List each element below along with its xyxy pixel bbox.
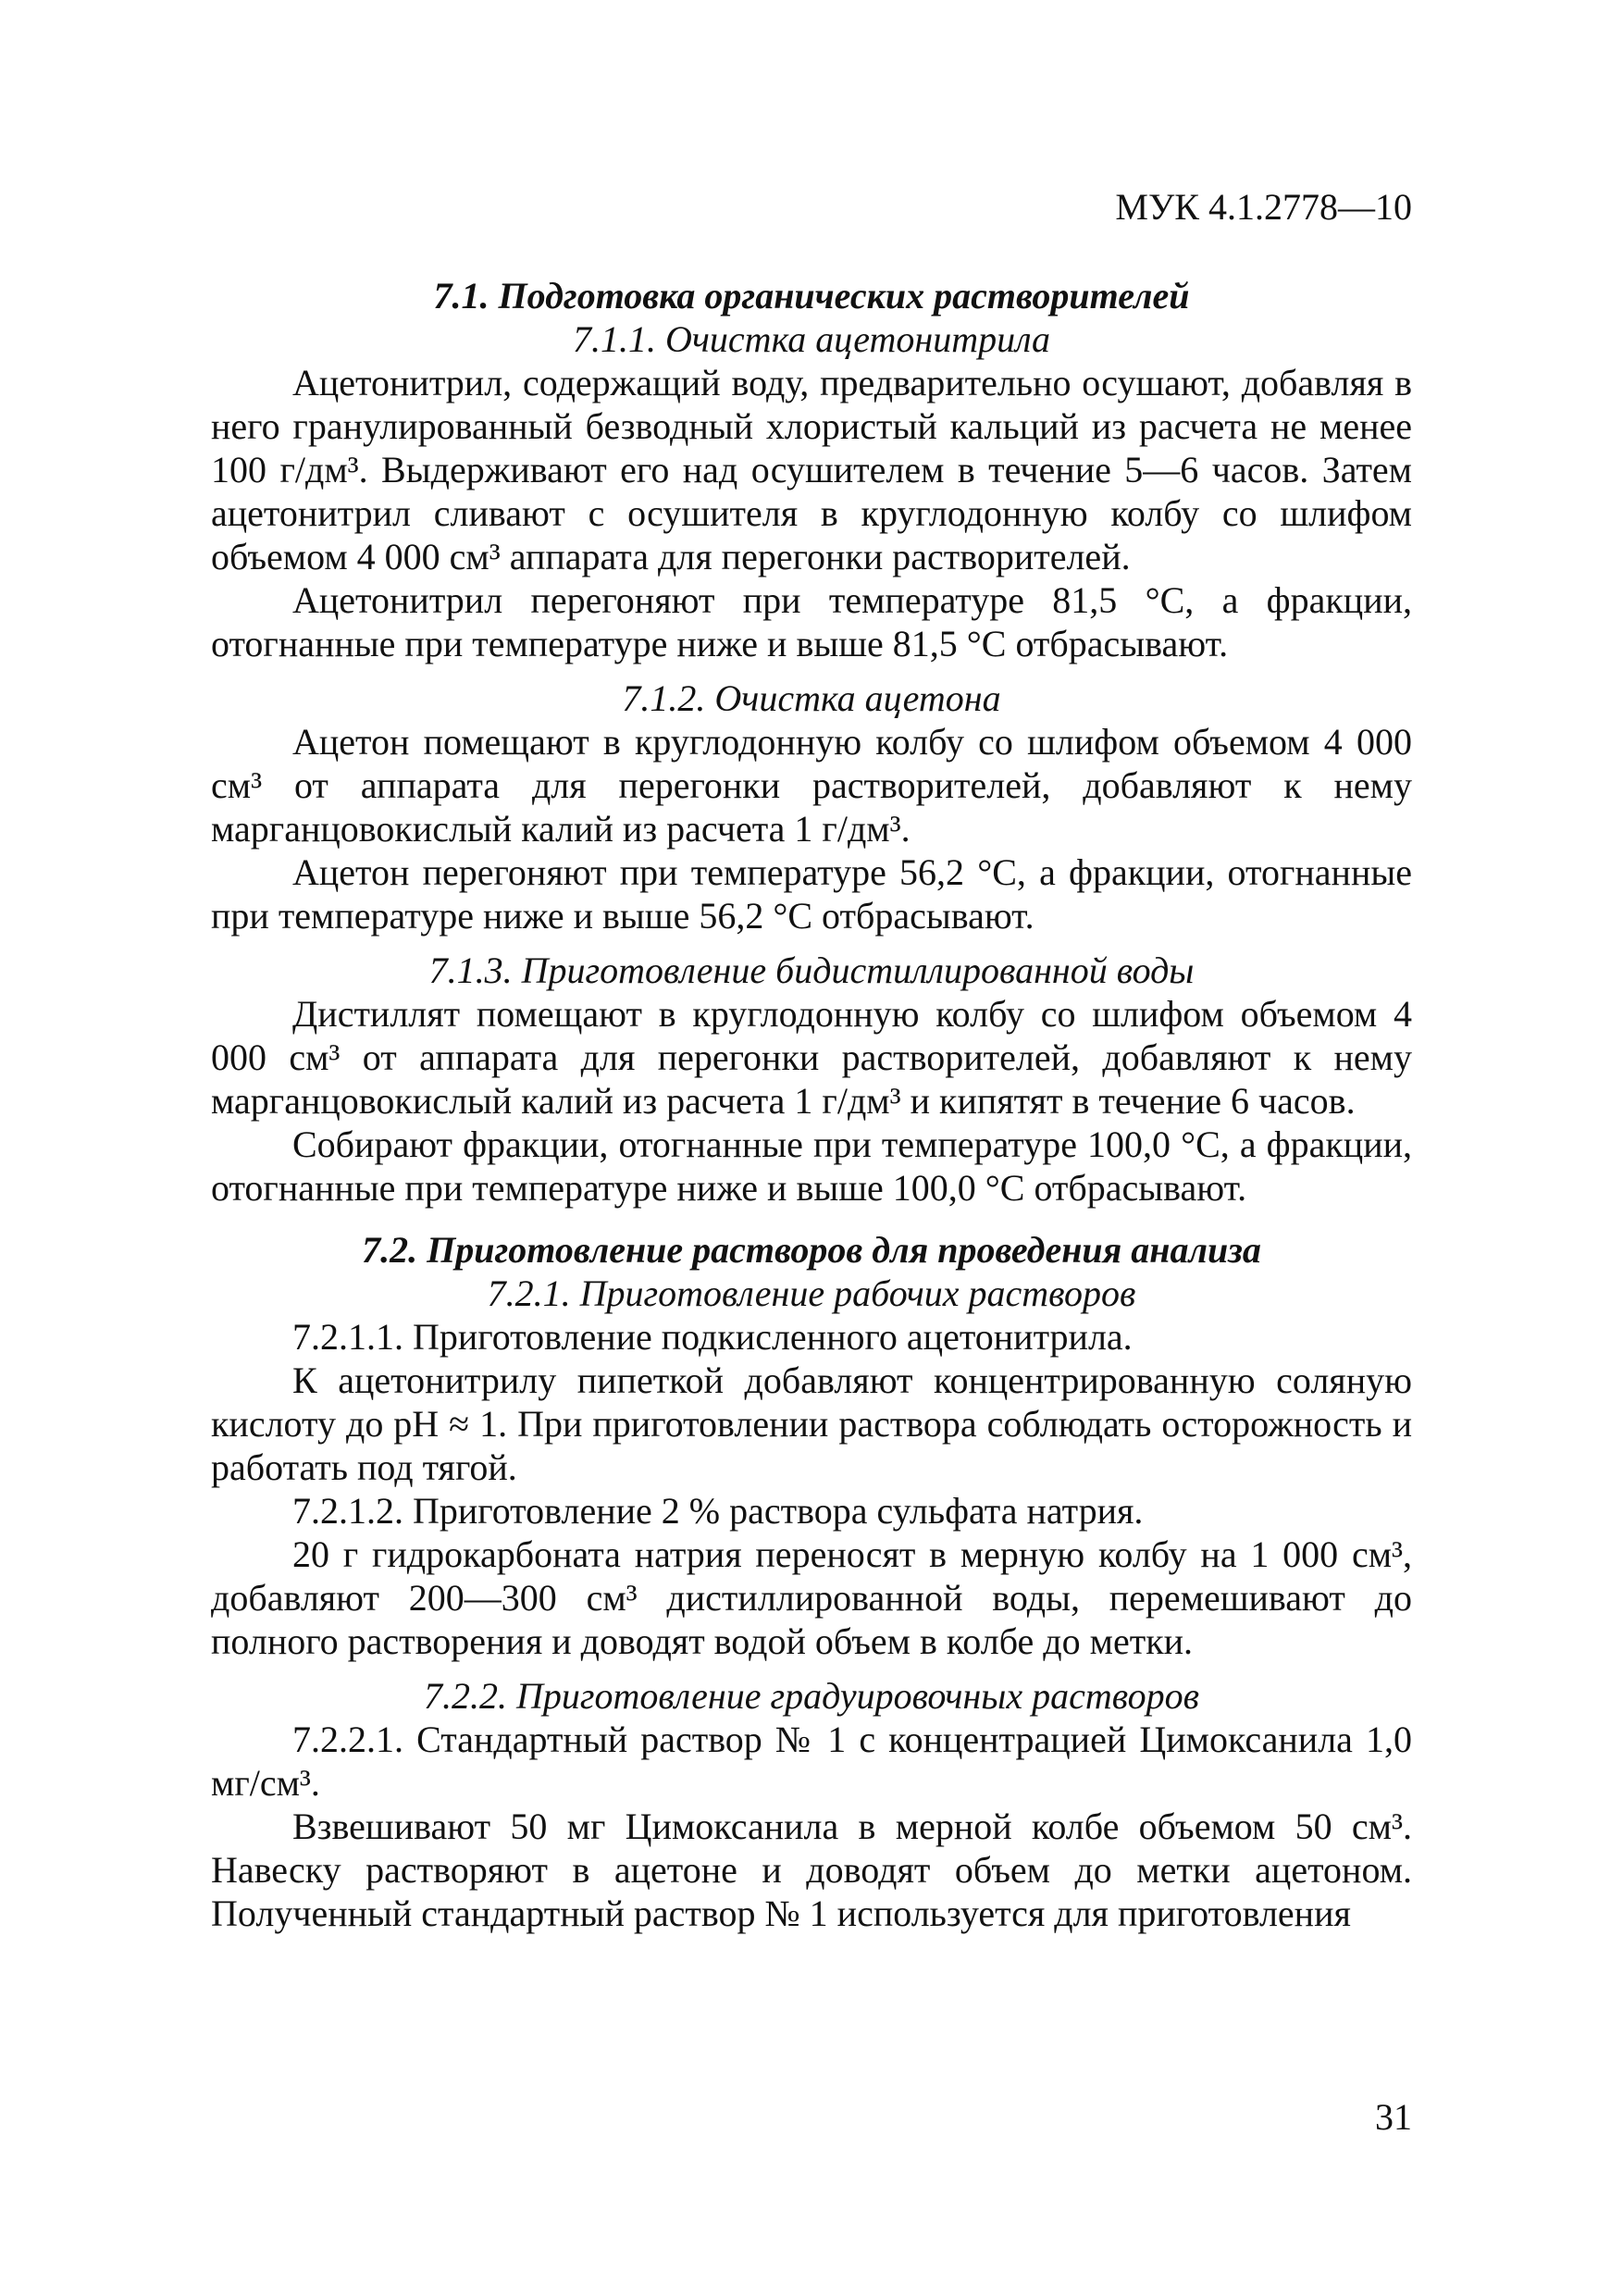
document-code-header: МУК 4.1.2778—10: [1115, 186, 1412, 228]
paragraph: Ацетон перегоняют при температуре 56,2 °С, а фракции, отогнанные при температуре ниже и выше 56,2 °С отбрасывают.: [211, 851, 1412, 937]
paragraph: Ацетонитрил перегоняют при температуре 81,5 °С, а фракции, отогнанные при температуре ниже и выше 81,5 °С отбрасывают.: [211, 579, 1412, 664]
subsection-heading: 7.1.1. Очистка ацетонитрила: [572, 318, 1051, 360]
page-number: 31: [1375, 2096, 1412, 2138]
subsection-heading: 7.1.2. Очистка ацетона: [622, 677, 1001, 719]
paragraph: Ацетон помещают в круглодонную колбу со шлифом объемом 4 000 см³ от аппарата для перегонки растворителей, добавляют к нему марганцовокислый калий из расчета 1 г/дм³.: [211, 721, 1412, 850]
paragraph: 7.2.1.2. Приготовление 2 % раствора сульфата натрия.: [292, 1490, 1144, 1532]
paragraph: Дистиллят помещают в круглодонную колбу со шлифом объемом 4 000 см³ от аппарата для перегонки растворителей, добавляют к нему марганцовокислый калий из расчета 1 г/дм³ и кипятят в течение 6 часов.: [211, 993, 1412, 1122]
subsection-heading: 7.1.3. Приготовление бидистиллированной воды: [428, 949, 1195, 991]
subsection-heading: 7.2.2. Приготовление градуировочных растворов: [423, 1675, 1199, 1717]
paragraph: Взвешивают 50 мг Цимоксанила в мерной колбе объемом 50 см³. Навеску растворяют в ацетоне и доводят объем до метки ацетоном. Полученный стандартный раствор № 1 используется для приготовления: [211, 1806, 1412, 1934]
section-heading: 7.1. Подготовка органических растворителей: [433, 275, 1190, 316]
paragraph: 7.2.1.1. Приготовление подкисленного ацетонитрила.: [292, 1316, 1133, 1358]
paragraph: К ацетонитрилу пипеткой добавляют концентрированную соляную кислоту до pH ≈ 1. При приготовлении раствора соблюдать осторожность и работать под тягой.: [211, 1359, 1412, 1488]
document-body: [211, 274, 1412, 1935]
section-heading: 7.2. Приготовление растворов для проведения анализа: [362, 1229, 1261, 1271]
paragraph: 20 г гидрокарбоната натрия переносят в мерную колбу на 1 000 см³, добавляют 200—300 см³ дистиллированной воды, перемешивают до полного растворения и доводят водой объем в колбе до метки.: [211, 1533, 1412, 1662]
paragraph: Собирают фракции, отогнанные при температуре 100,0 °С, а фракции, отогнанные при температуре ниже и выше 100,0 °С отбрасывают.: [211, 1123, 1412, 1209]
paragraph: 7.2.2.1. Стандартный раствор № 1 с концентрацией Цимоксанила 1,0 мг/см³.: [211, 1719, 1412, 1804]
paragraph: Ацетонитрил, содержащий воду, предварительно осушают, добавляя в него гранулированный безводный хлористый кальций из расчета не менее 100 г/дм³. Выдерживают его над осушителем в течение 5—6 часов. Затем ацетонитрил сливают с осушителя в круглодонную колбу со шлифом объемом 4 000 см³ аппарата для перегонки растворителей.: [211, 362, 1412, 577]
subsection-heading: 7.2.1. Приготовление рабочих растворов: [487, 1272, 1136, 1314]
